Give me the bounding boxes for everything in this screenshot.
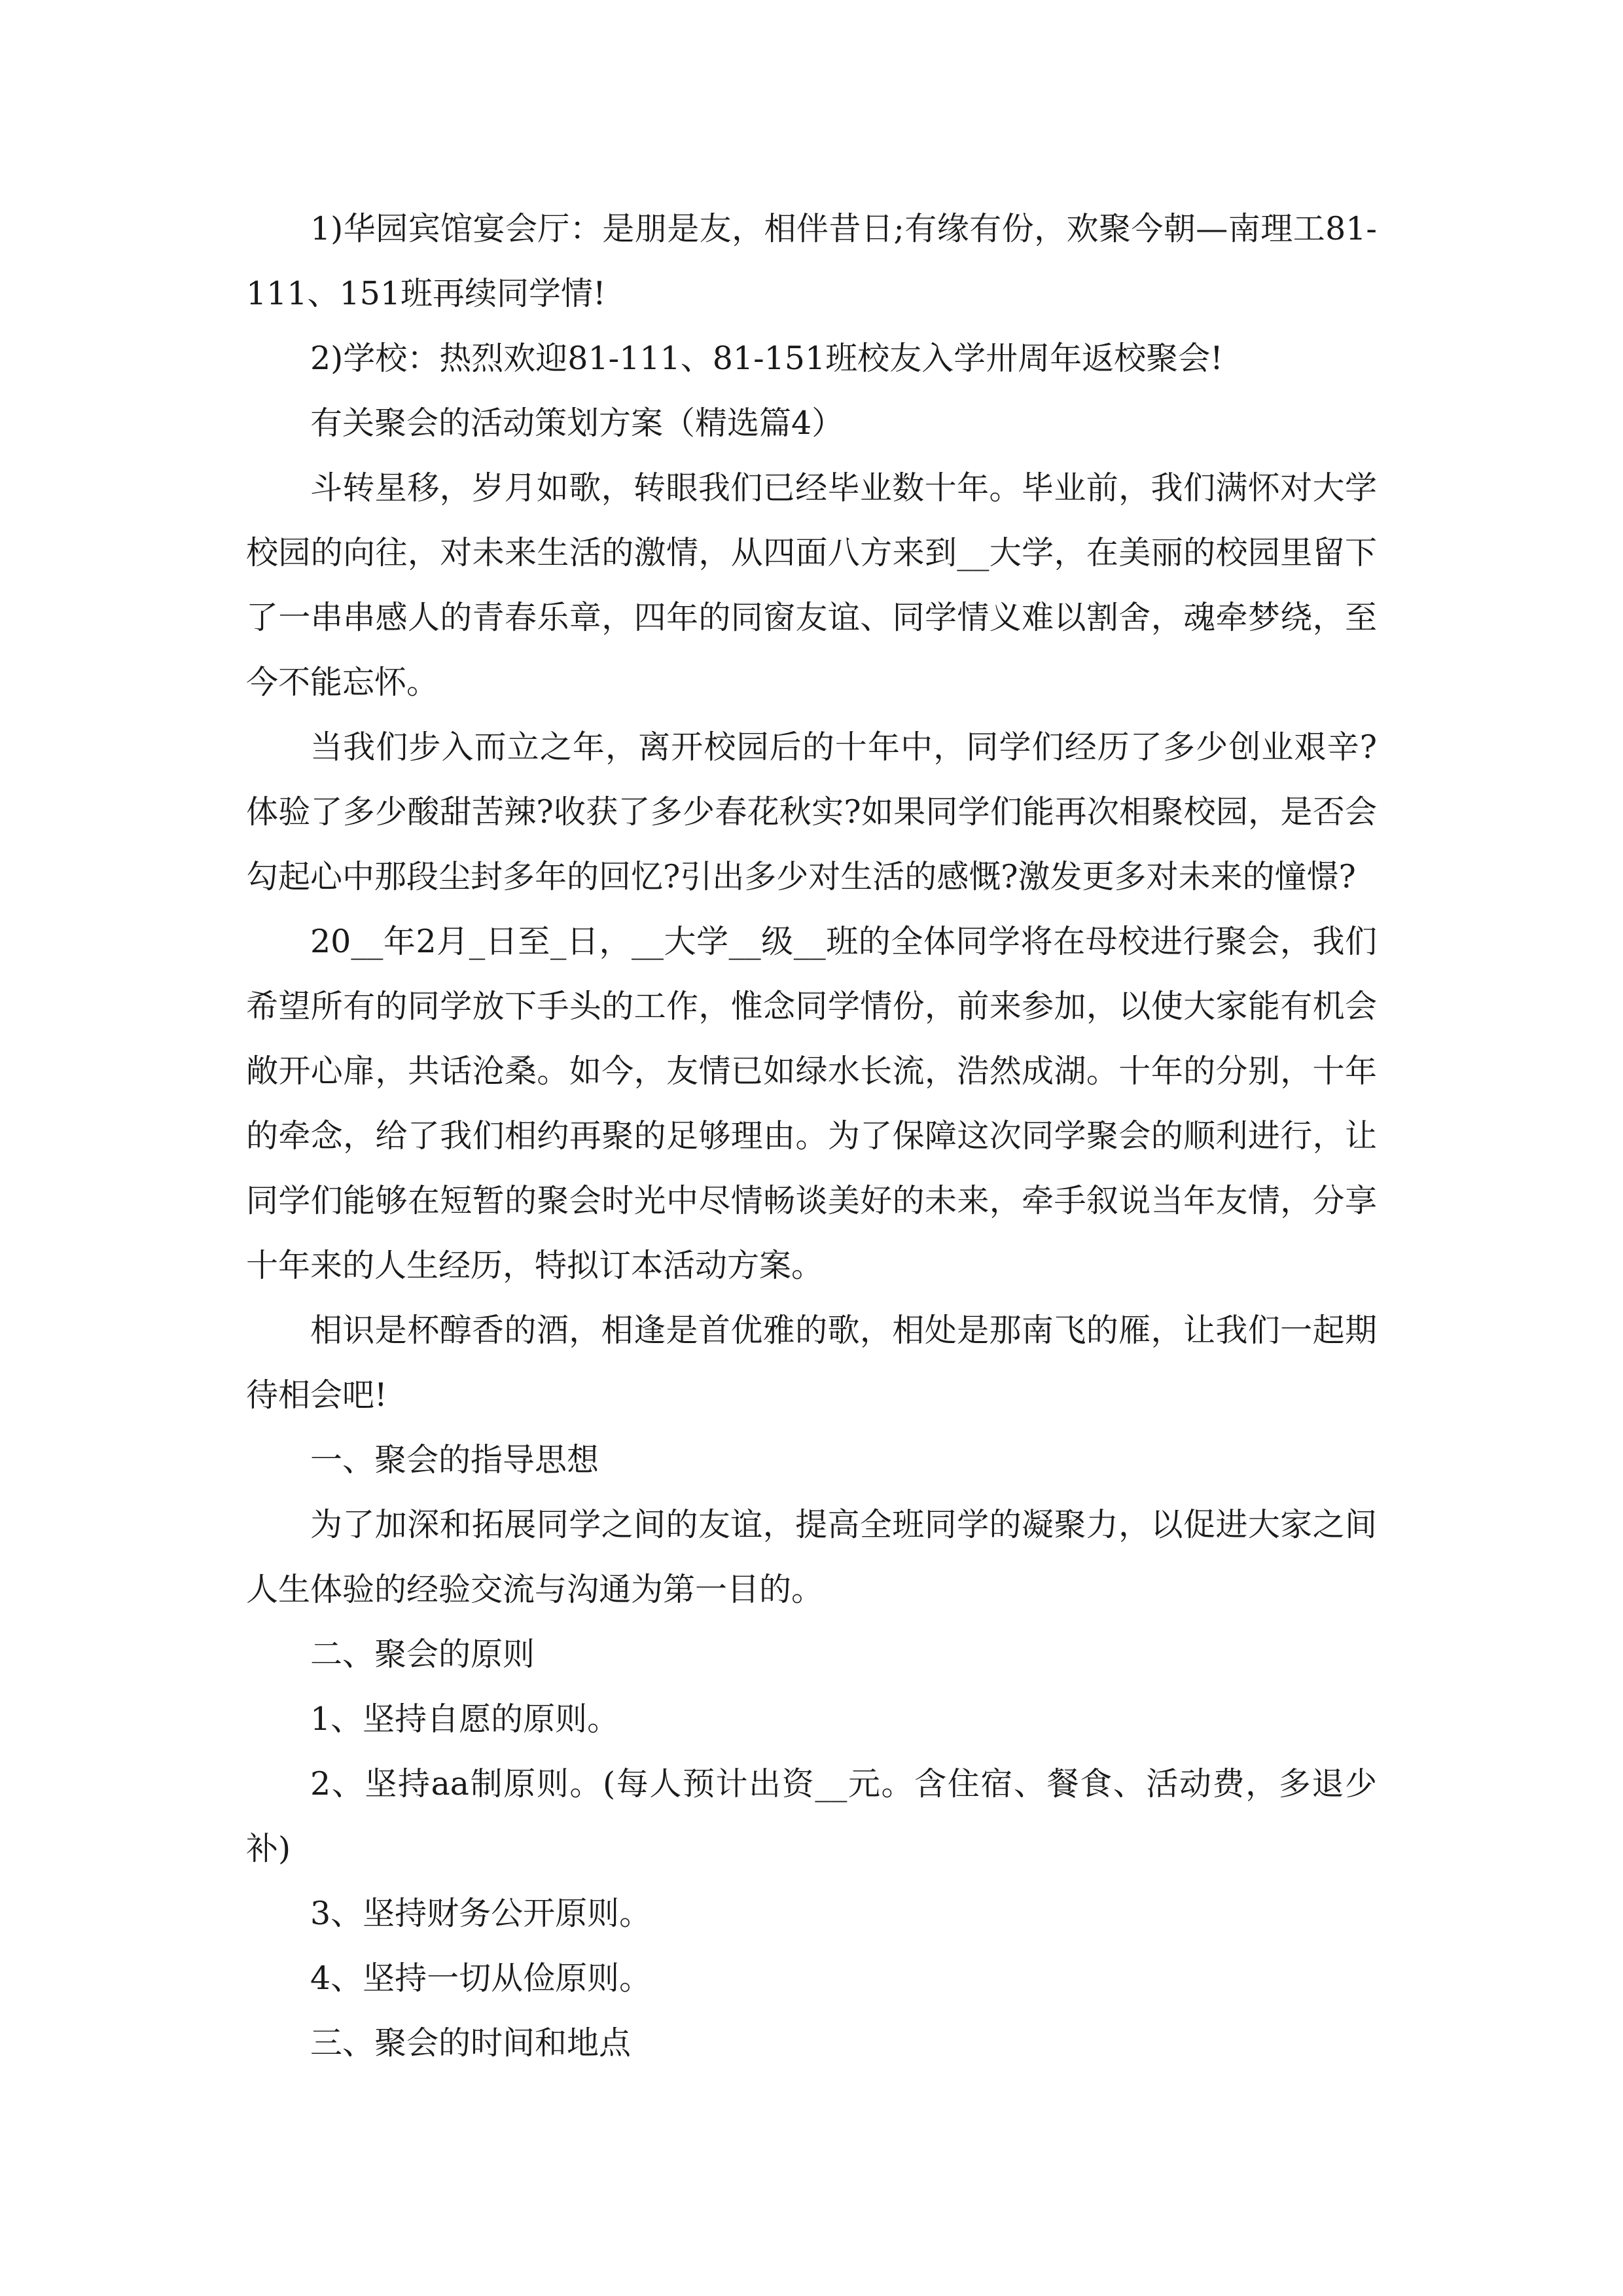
paragraph-invitation: 20__年2月_日至_日，__大学__级__班的全体同学将在母校进行聚会，我们希望所有的同学放下手头的工作，惟念同学情份，前来参加，以使大家能有机会敞开心扉，共话沧桑。如今，友情已如绿水长流，浩然成湖。十年的分别，十年的牵念，给了我们相约再聚的足够理由。为了保障这次同学聚会的顺利进行，让同学们能够在短暂的聚会时光中尽情畅谈美好的未来，牵手叙说当年友情，分享十年来的人生经历，特拟订本活动方案。	[246, 923, 1377, 1284]
heading-principles: 二、聚会的原则	[310, 1636, 535, 1673]
paragraph-venue-hotel: 1)华园宾馆宴会厅：是朋是友，相伴昔日;有缘有份，欢聚今朝—南理工81-111、151班再续同学情!	[246, 210, 1377, 312]
paragraph-guiding-idea: 为了加深和拓展同学之间的友谊，提高全班同学的凝聚力，以促进大家之间人生体验的经验交流与沟通为第一目的。	[246, 1506, 1377, 1608]
principle-item: 1、坚持自愿的原则。	[310, 1700, 620, 1738]
paragraph-intro: 斗转星移，岁月如歌，转眼我们已经毕业数十年。毕业前，我们满怀对大学校园的向往，对未来生活的激情，从四面八方来到__大学，在美丽的校园里留下了一串串感人的青春乐章，四年的同窗友谊、同学情义难以割舍，魂牵梦绕，至今不能忘怀。	[246, 469, 1377, 701]
principle-item: 4、坚持一切从俭原则。	[310, 1960, 652, 1997]
paragraph-closing: 相识是杯醇香的酒，相逢是首优雅的歌，相处是那南飞的雁，让我们一起期待相会吧!	[246, 1312, 1377, 1414]
heading-guiding-idea: 一、聚会的指导思想	[310, 1441, 599, 1479]
paragraph-reflection: 当我们步入而立之年，离开校园后的十年中，同学们经历了多少创业艰辛?体验了多少酸甜苦辣?收获了多少春花秋实?如果同学们能再次相聚校园，是否会勾起心中那段尘封多年的回忆?引出多少对生活的感慨?激发更多对未来的憧憬?	[246, 728, 1377, 895]
section-title: 有关聚会的活动策划方案（精选篇4）	[310, 404, 844, 442]
heading-time-place: 三、聚会的时间和地点	[310, 2024, 632, 2062]
paragraph-venue-school: 2)学校：热烈欢迎81-111、81-151班校友入学卅周年返校聚会!	[310, 340, 1223, 377]
principle-item: 3、坚持财务公开原则。	[310, 1895, 652, 1932]
document-page	[246, 196, 1377, 2075]
principle-item: 2、坚持aa制原则。(每人预计出资__元。含住宿、餐食、活动费，多退少补)	[246, 1765, 1377, 1867]
